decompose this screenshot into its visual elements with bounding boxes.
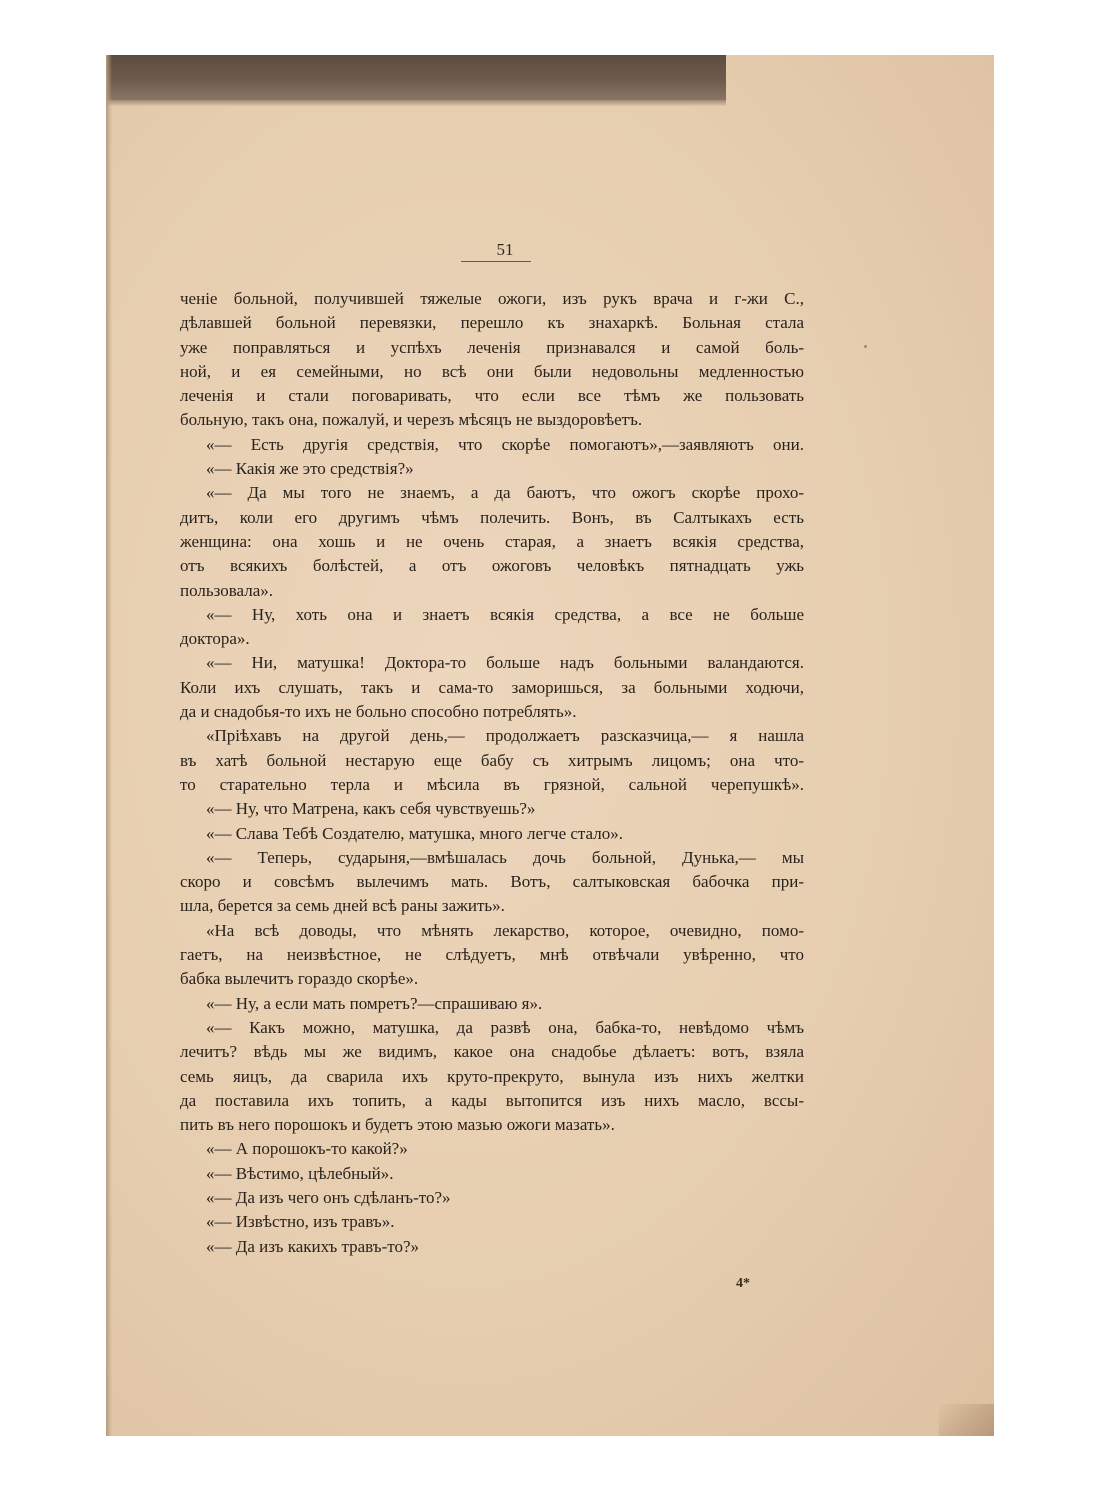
text-line: скоро и совсѣмъ вылечимъ мать. Вотъ, салтыковская бабочка при- — [180, 872, 804, 892]
text-line: гаетъ, на неизвѣстное, не слѣдуетъ, мнѣ отвѣчали увѣренно, что — [180, 945, 804, 965]
text-line: то старательно терла и мѣсила въ грязной, сальной черепушкѣ». — [180, 774, 804, 794]
text-line: ной, и ея семейными, но всѣ они были недовольны медленностью — [180, 361, 804, 381]
corner-shade — [939, 1404, 994, 1436]
text-line: уже поправляться и успѣхъ леченія признавался и самой боль- — [180, 337, 804, 357]
text-line: «— Ну, а если мать помретъ?—спрашиваю я». — [206, 993, 543, 1013]
text-line: пить въ него порошокъ и будетъ этою мазью ожоги мазать». — [180, 1115, 615, 1135]
paper-speck — [864, 345, 867, 348]
binding-shadow-edge — [106, 100, 726, 106]
text-line: «— Слава Тебѣ Создателю, матушка, много легче стало». — [206, 823, 623, 843]
text-line: шла, берется за семь дней всѣ раны зажить». — [180, 896, 505, 916]
page-number: 51 — [496, 240, 514, 259]
text-line: «— Какъ можно, матушка, да развѣ она, бабка-то, невѣдомо чѣмъ — [206, 1017, 804, 1037]
text-line: «— Да изъ какихъ травъ-то?» — [206, 1236, 419, 1256]
text-line: дитъ, коли его другимъ чѣмъ полечить. Вонъ, въ Салтыкахъ есть — [180, 507, 804, 527]
text-line: «— Вѣстимо, цѣлебный». — [206, 1163, 394, 1183]
text-line: лечитъ? вѣдь мы же видимъ, какое она снадобье дѣлаетъ: вотъ, взяла — [180, 1042, 804, 1062]
text-line: въ хатѣ больной нестарую еще бабу съ хитрымъ лицомъ; она что- — [180, 750, 804, 770]
text-line: Коли ихъ слушать, такъ и сама-то заморишься, за больными ходючи, — [180, 677, 804, 697]
text-line: «— А порошокъ-то какой?» — [206, 1139, 408, 1159]
text-line: женщина: она хошь и не очень старая, а знаетъ всякія средства, — [180, 531, 804, 551]
text-line: семь яицъ, да сварила ихъ круто-прекруто, вынула изъ нихъ желтки — [180, 1066, 804, 1086]
text-line: да поставила ихъ топить, а кады вытопится изъ нихъ масло, вссы- — [180, 1090, 804, 1110]
text-line: дѣлавшей больной перевязки, перешло къ знахаркѣ. Больная стала — [180, 313, 804, 333]
page-edge-shade — [106, 55, 112, 1436]
scanned-page — [106, 55, 994, 1436]
text-line: бабка вылечитъ гораздо скорѣе». — [180, 969, 419, 989]
text-line: «— Ни, матушка! Доктора-то больше надъ больными валандаются. — [206, 653, 804, 673]
text-line: «На всѣ доводы, что мѣнять лекарство, которое, очевидно, помо- — [206, 920, 804, 940]
text-line: доктора». — [180, 629, 250, 649]
text-line: пользовала». — [180, 580, 274, 600]
binding-shadow-band — [106, 55, 726, 100]
text-line: «— Извѣстно, изъ травъ». — [206, 1212, 395, 1232]
text-line: «— Ну, что Матрена, какъ себя чувствуешь?» — [206, 799, 536, 819]
text-line: да и снадобья-то ихъ не больно способно потреблять». — [180, 702, 577, 722]
body-text — [180, 287, 804, 1259]
text-line: отъ всякихъ болѣстей, а отъ ожоговъ человѣкъ пятнадцать ужь — [180, 556, 804, 576]
text-line: ченіе больной, получившей тяжелые ожоги, изъ рукъ врача и г-жи С., — [180, 289, 804, 308]
text-line: больную, такъ она, пожалуй, и черезъ мѣсяцъ не выздоровѣетъ. — [180, 410, 643, 430]
page-number-rule — [461, 261, 531, 262]
text-line: «— Ну, хоть она и знаетъ всякія средства, а все не больше — [206, 604, 804, 624]
text-line: леченія и стали поговаривать, что если все тѣмъ же пользовать — [180, 386, 804, 406]
text-line: «Пріѣхавъ на другой день,— продолжаетъ разсказчица,— я нашла — [206, 726, 804, 746]
text-line: «— Какія же это средствія?» — [206, 459, 414, 479]
text-line: «— Да изъ чего онъ сдѣланъ-то?» — [206, 1187, 451, 1207]
signature-mark: 4* — [736, 1276, 750, 1291]
text-line: «— Есть другія средствія, что скорѣе помогаютъ»,—заявляютъ они. — [206, 434, 804, 454]
text-line: «— Теперь, сударыня,—вмѣшалась дочь больной, Дунька,— мы — [206, 847, 804, 867]
text-line: «— Да мы того не знаемъ, а да баютъ, что ожогъ скорѣе прохо- — [206, 483, 804, 503]
